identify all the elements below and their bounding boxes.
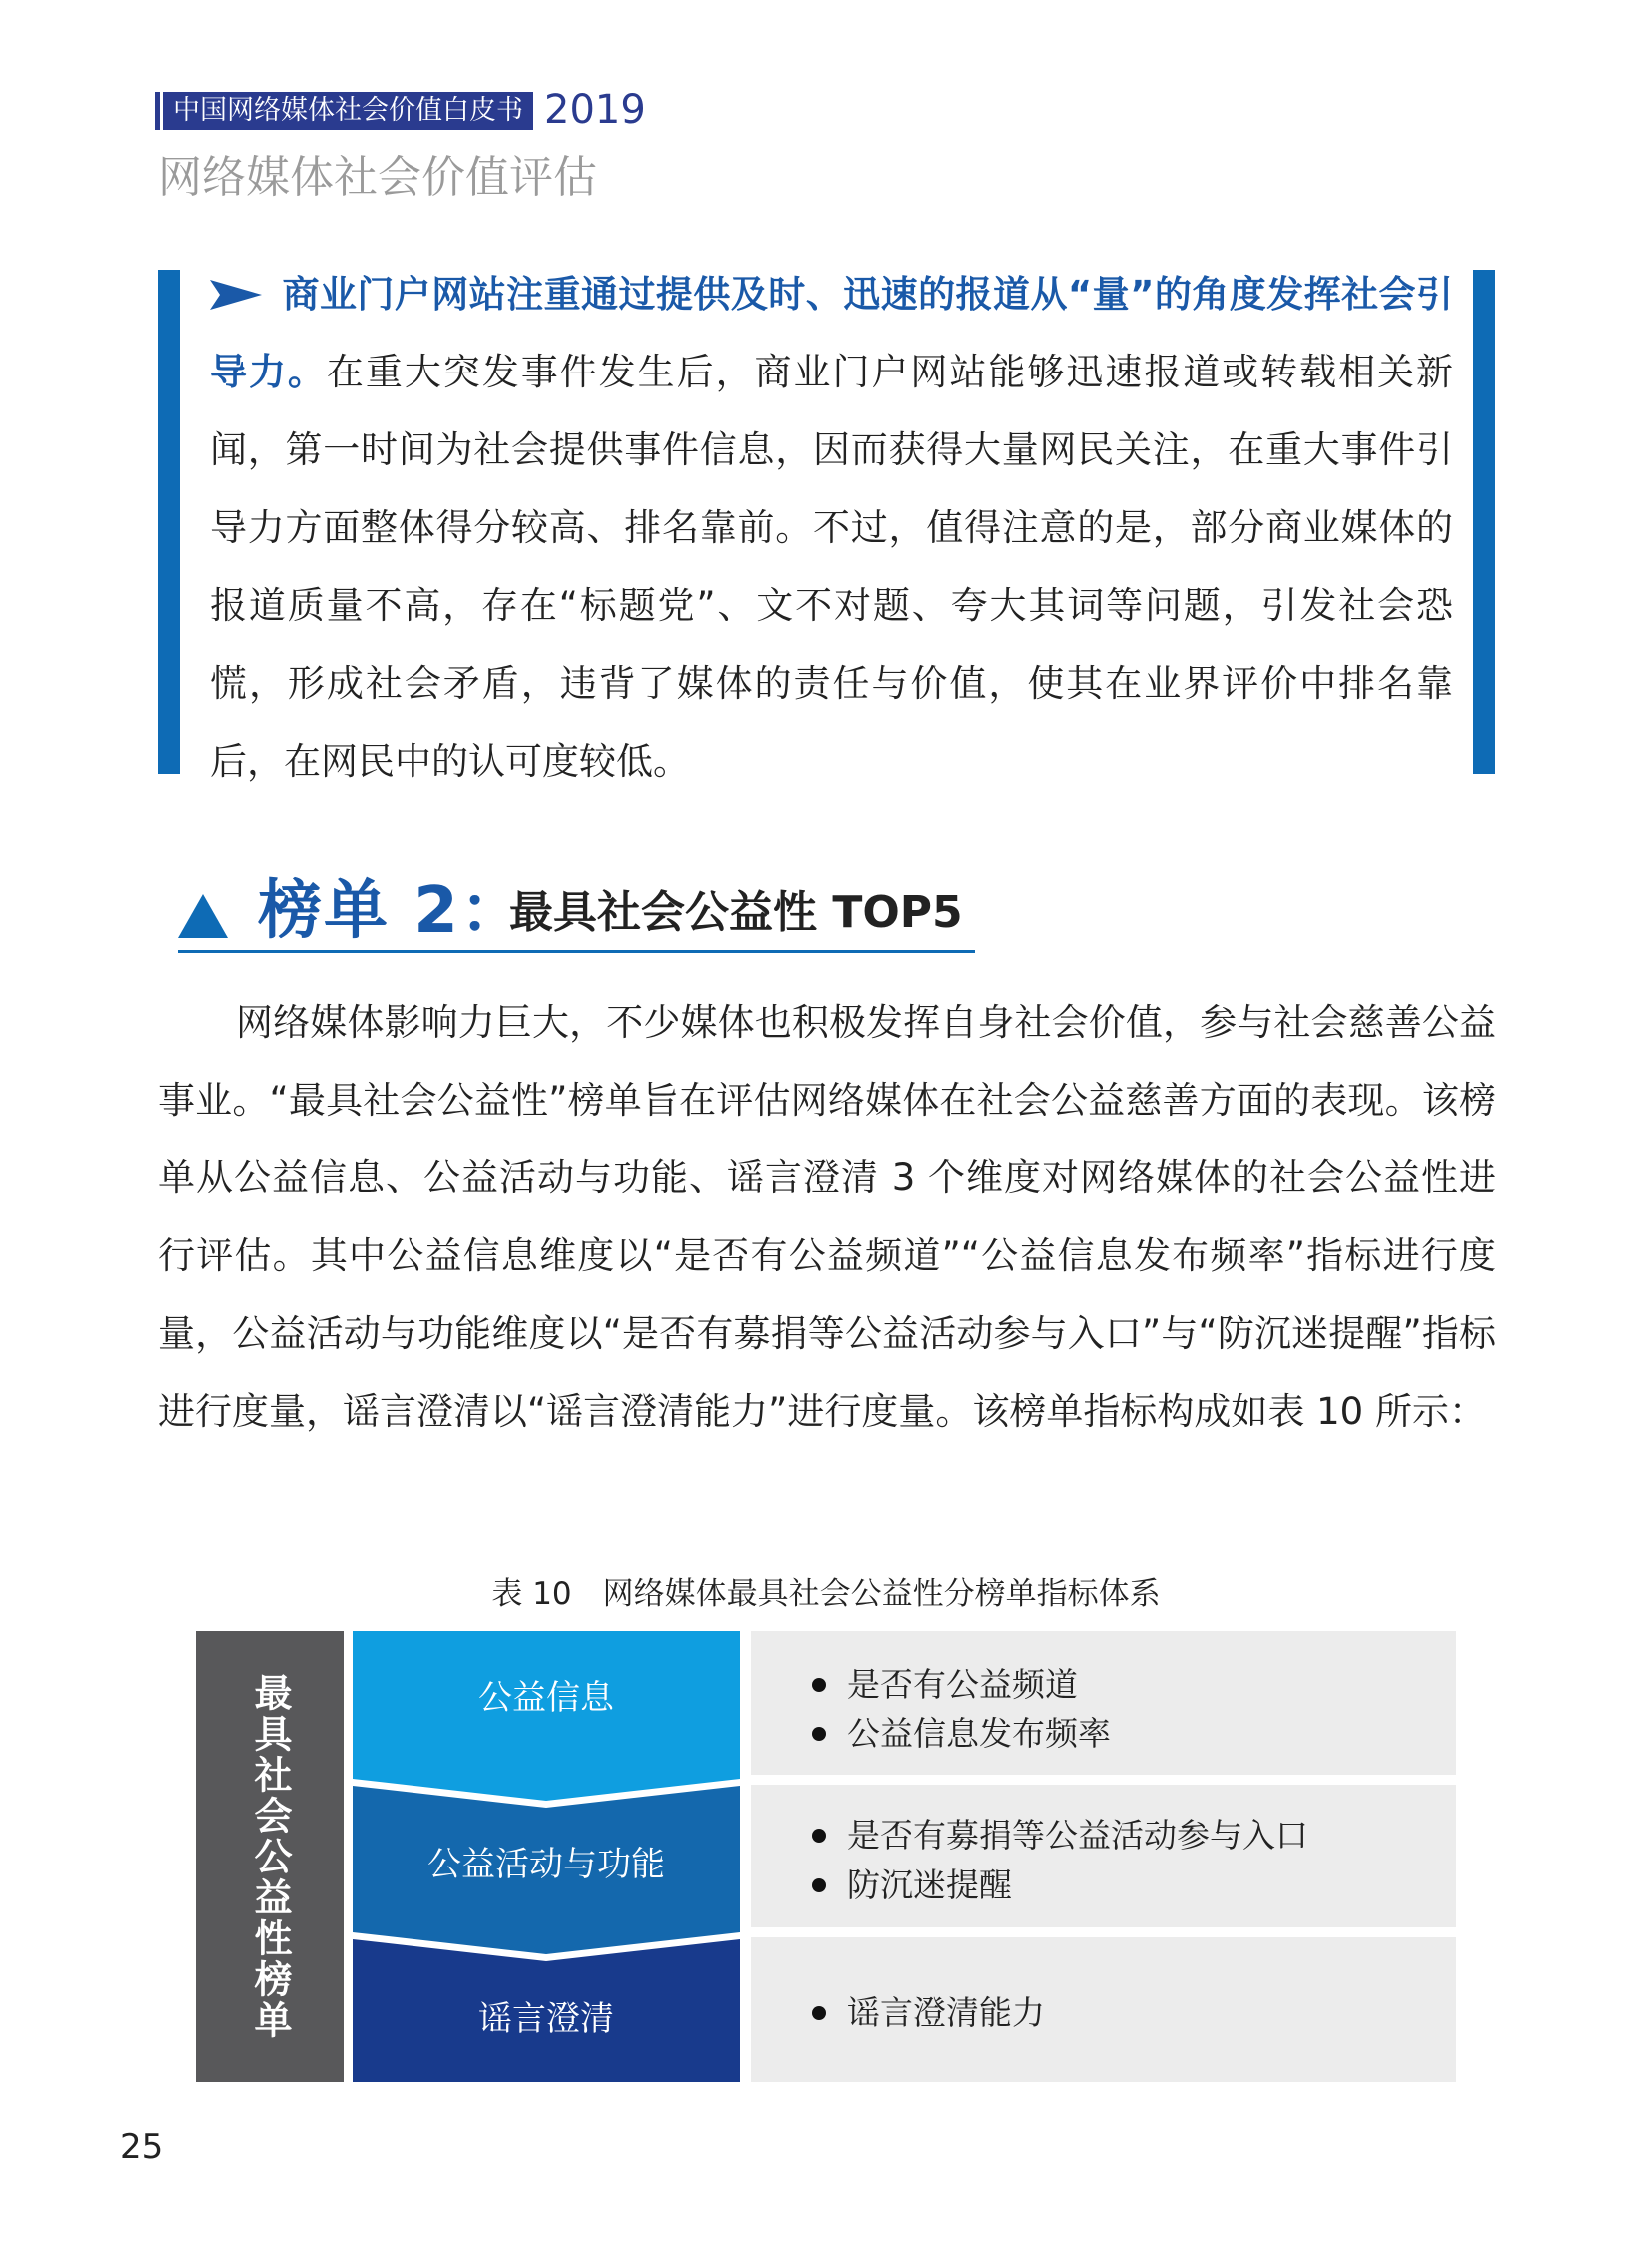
dimension-label-1: 公益信息 xyxy=(478,1678,614,1718)
indicator-item: 防沉迷提醒 xyxy=(847,1863,1012,1908)
header-subtitle: 网络媒体社会价值评估 xyxy=(158,152,597,203)
page-number: 25 xyxy=(120,2127,164,2167)
indicator-item: 谣言澄清能力 xyxy=(847,1990,1045,2036)
header-accent-bar xyxy=(155,92,160,130)
callout-body: 在重大突发事件发生后，商业门户网站能够迅速报道或转载相关新闻，第一时间为社会提供事件信息，因而获得大量网民关注，在重大事件引导力方面整体得分较高、排名靠前。不过，值得注意的是，部分商业媒体的报道质量不高，存在“标题党”、文不对题、夸大其词等问题，引发社会恐慌，形成社会矛盾，违背了媒体的责任与价值，使其在业界评价中排名靠后，在网民中的认可度较低。 xyxy=(210,351,1454,783)
callout-lead: 商业门户网站注重通过提供及时、迅速的报道从“量”的角度发挥社会引导力。 xyxy=(210,273,1453,393)
callout-text xyxy=(210,256,1453,801)
section-subtitle: 最具社会公益性 TOP5 xyxy=(509,887,963,938)
indicator-item: 是否有公益频道 xyxy=(847,1662,1078,1708)
header-year: 2019 xyxy=(544,87,646,133)
indicator-item: 公益信息发布频率 xyxy=(847,1711,1111,1757)
indicator-item: 是否有募捐等公益活动参与入口 xyxy=(847,1813,1308,1859)
section-underline xyxy=(178,950,975,953)
body-paragraph: 网络媒体影响力巨大，不少媒体也积极发挥自身社会价值，参与社会慈善公益事业。“最具社会公益性”榜单旨在评估网络媒体在社会公益慈善方面的表现。该榜单从公益信息、公益活动与功能、谣言澄清 3 个维度对网络媒体的社会公益性进行评估。其中公益信息维度以“是否有公益频道”“公益信息发布频率”指标进行度量，公益活动与功能维度以“是否有募捐等公益活动参与入口”与“防沉迷提醒”指标进行度量，谣言澄清以“谣言澄清能力”进行度量。该榜单指标构成如表 10 所示： xyxy=(158,1001,1496,1433)
diagram-side-label: 最具社会公益性榜单 xyxy=(248,1672,292,2041)
header-badge: 中国网络媒体社会价值白皮书 xyxy=(163,92,533,130)
triangle-up-icon xyxy=(178,894,228,938)
arrow-right-icon xyxy=(210,280,262,310)
dimension-label-3: 谣言澄清 xyxy=(478,1999,614,2039)
dimension-label-2: 公益活动与功能 xyxy=(427,1845,665,1884)
callout-left-bar xyxy=(158,270,180,774)
table-caption: 表 10 网络媒体最具社会公益性分榜单指标体系 xyxy=(491,1576,1161,1612)
callout-right-bar xyxy=(1473,270,1495,774)
section-title: 榜单 2： xyxy=(258,874,526,948)
